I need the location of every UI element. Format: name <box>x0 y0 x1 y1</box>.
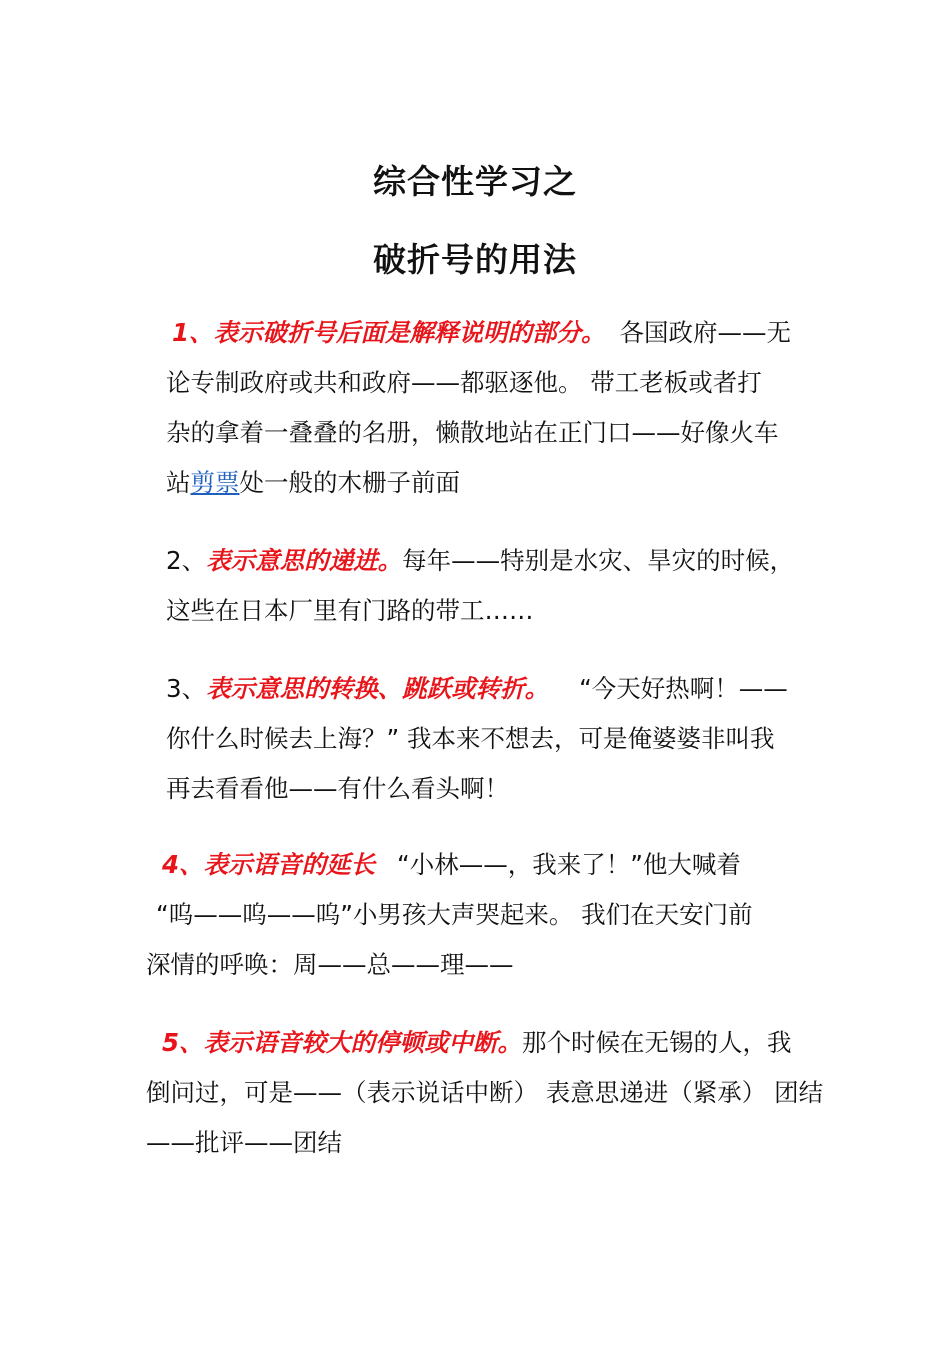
section-1-line-4-post: 处一般的木栅子前面 <box>239 468 460 497</box>
section-2-text: 每年——特别是水灾、旱灾的时候， <box>402 546 795 575</box>
section-4-text: “小林——，我来了！”他大喊着 <box>397 850 741 879</box>
section-5-heading: 5、表示语音较大的停顿或中断。 <box>162 1028 523 1057</box>
section-1-line-3: 杂的拿着一叠叠的名册，懒散地站在正门口——好像火车 <box>166 418 779 447</box>
section-5-line-3: ——批评——团结 <box>146 1128 342 1157</box>
section-2-line-2: 这些在日本厂里有门路的带工…… <box>166 596 534 625</box>
section-3-line-2: 你什么时候去上海？” 我本来不想去，可是俺婆婆非叫我 <box>166 724 775 753</box>
section-3-line-3: 再去看看他——有什么看头啊！ <box>166 774 509 803</box>
section-1-heading: 1、表示破折号后面是解释说明的部分。 <box>172 318 606 347</box>
section-4-line-2: “呜——呜——呜”小男孩大声哭起来。 我们在天安门前 <box>156 900 753 929</box>
section-1 <box>166 308 791 508</box>
section-3-text: “今天好热啊！—— <box>579 674 788 703</box>
section-2-line-1 <box>166 536 794 586</box>
section-1-line-1 <box>166 308 791 358</box>
jianpiao-link[interactable]: 剪票 <box>190 468 240 497</box>
section-5-line-1 <box>146 1018 823 1068</box>
section-3 <box>166 664 788 814</box>
section-4-heading: 4、表示语音的延长 <box>162 850 376 879</box>
section-1-line-4-pre: 站 <box>166 468 191 497</box>
section-2-number: 2、 <box>166 546 207 575</box>
section-4-line-1 <box>146 840 753 890</box>
page-title: 综合性学习之 <box>373 162 577 201</box>
section-3-heading: 表示意思的转换、跳跃或转折。 <box>206 674 550 703</box>
section-1-line-2: 论专制政府或共和政府——都驱逐他。 带工老板或者打 <box>166 368 762 397</box>
section-5-text: 那个时候在无锡的人，我 <box>522 1028 792 1057</box>
section-1-text: 各国政府——无 <box>619 318 792 347</box>
section-1-line-4 <box>166 458 791 508</box>
section-4 <box>146 840 753 990</box>
page-subtitle: 破折号的用法 <box>373 240 577 279</box>
section-3-line-1 <box>166 664 788 714</box>
section-4-line-3: 深情的呼唤：周——总——理—— <box>146 950 514 979</box>
section-2-heading: 表示意思的递进。 <box>206 546 403 575</box>
section-3-number: 3、 <box>166 674 207 703</box>
section-2 <box>166 536 794 636</box>
section-5 <box>146 1018 823 1168</box>
section-5-line-2: 倒问过，可是——（表示说话中断） 表意思递进（紧承） 团结 <box>146 1078 824 1107</box>
